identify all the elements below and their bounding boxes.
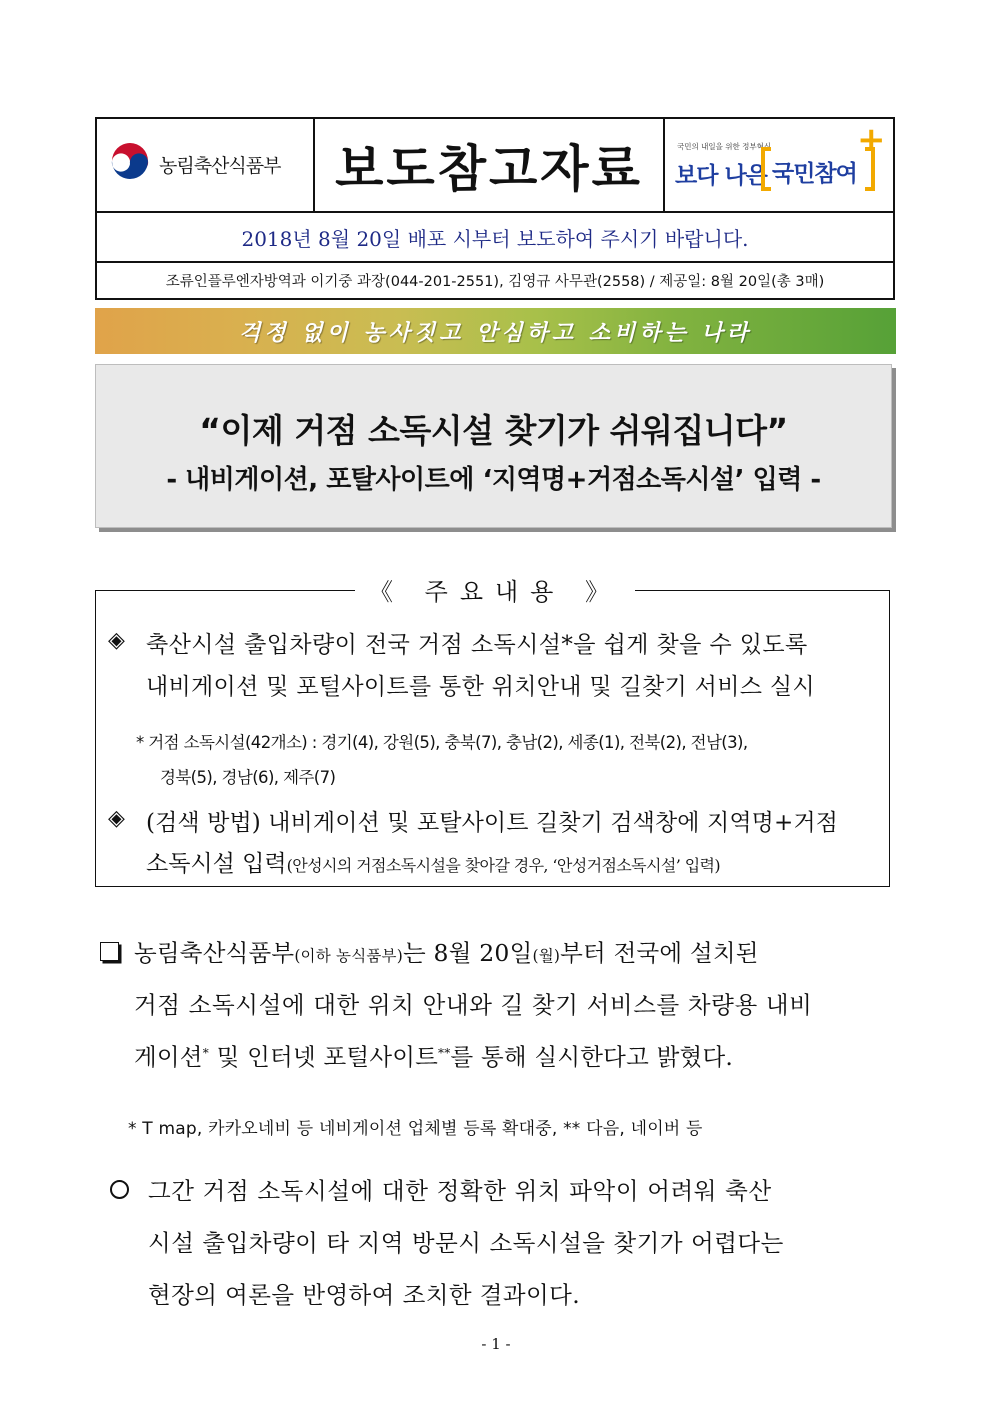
body-p1-line1 xyxy=(134,934,759,968)
body-p1-nav: 게이션 xyxy=(134,1043,203,1071)
circle-bullet-icon xyxy=(110,1180,129,1199)
body-p2-line2: 시설 출입차량이 타 지역 방문시 소독시설을 찾기가 어렵다는 xyxy=(148,1229,784,1257)
body-footnote: * T map, 카카오네비 등 네비게이션 업체별 등록 확대중, ** 다음, 네이버 등 xyxy=(128,1119,703,1139)
summary-item1-line1: 축산시설 출입차량이 전국 거점 소독시설*을 쉽게 찾을 수 있도록 xyxy=(146,632,808,658)
body-p1-line2: 거점 소독시설에 대한 위치 안내와 길 찾기 서비스를 차량용 내비 xyxy=(134,991,813,1019)
footnote-mark: * xyxy=(202,1046,209,1060)
header-top-row xyxy=(97,119,893,213)
body-p1-line3 xyxy=(134,1038,733,1072)
page-number: - 1 - xyxy=(481,1335,511,1353)
press-header-table xyxy=(95,117,895,300)
doc-type-title: 보도참고자료 xyxy=(315,119,665,211)
ministry-cell xyxy=(97,119,315,211)
body-p1-date: 는 8월 20일 xyxy=(402,939,533,967)
release-notice: 2018년 8월 20일 배포 시부터 보도하여 주시기 바랍니다. xyxy=(97,213,893,263)
body-p1-ministry: 농림축산식품부 xyxy=(134,939,295,967)
slogan-banner: 걱정 없이 농사짓고 안심하고 소비하는 나라 xyxy=(95,308,896,354)
contact-line: 조류인플루엔자방역과 이기중 과장(044-201-2551), 김영규 사무관(2558) / 제공일: 8월 20일(총 3매) xyxy=(165,274,825,290)
slogan-main-text: 보다 나은 xyxy=(675,163,767,189)
body-p1-rest: 부터 전국에 설치된 xyxy=(560,939,759,967)
checkbox-bullet-icon xyxy=(100,942,119,961)
summary-note-line1: * 거점 소독시설(42개소) : 경기(4), 강원(5), 충북(7), 충남(2), 세종(1), 전북(2), 전남(3), xyxy=(136,733,748,752)
ministry-name: 농림축산식품부 xyxy=(159,155,281,177)
government-slogan xyxy=(665,119,893,211)
footnote-mark: ** xyxy=(438,1046,451,1060)
body-p1-end: 를 통해 실시한다고 밝혔다. xyxy=(450,1043,734,1071)
diamond-bullet-icon: ◈ xyxy=(108,628,125,653)
summary-note-line2: 경북(5), 경남(6), 제주(7) xyxy=(160,768,336,787)
body-p1-portal: 및 인터넷 포털사이트 xyxy=(208,1043,439,1071)
headline-sub: - 내비게이션, 포탈사이트에 ‘지역명+거점소독시설’ 입력 - xyxy=(166,465,821,495)
summary-title: 《 주요내용 》 xyxy=(355,572,635,608)
plus-icon: + xyxy=(857,120,886,160)
headline-box xyxy=(95,364,892,528)
summary-item2-line1: (검색 방법) 내비게이션 및 포탈사이트 길찾기 검색창에 지역명+거점 xyxy=(146,810,838,836)
headline-main: “이제 거점 소독시설 찾기가 쉬워집니다” xyxy=(199,411,788,450)
body-p1-abbrev: (이하 농식품부) xyxy=(294,947,403,965)
body-p1-weekday: (월) xyxy=(532,947,561,965)
summary-item2-line2-paren: (안성시의 거점소독시설을 찾아갈 경우, ‘안성거점소독시설’ 입력) xyxy=(286,856,721,875)
body-p2-line1: 그간 거점 소독시설에 대한 정확한 위치 파악이 어려워 축산 xyxy=(148,1177,772,1205)
slogan-small-text: 국민의 내일을 위한 정부혁신 xyxy=(677,142,772,151)
slogan-highlight-text: 국민참여 xyxy=(772,161,857,187)
summary-item1-line2: 내비게이션 및 포털사이트를 통한 위치안내 및 길찾기 서비스 실시 xyxy=(146,674,815,700)
diamond-bullet-icon: ◈ xyxy=(108,806,125,831)
summary-item2-line2 xyxy=(146,845,720,878)
government-emblem-icon xyxy=(109,143,151,185)
summary-item2-line2-main: 소독시설 입력 xyxy=(146,851,287,877)
body-p2-line3: 현장의 여론을 반영하여 조치한 결과이다. xyxy=(148,1281,581,1309)
